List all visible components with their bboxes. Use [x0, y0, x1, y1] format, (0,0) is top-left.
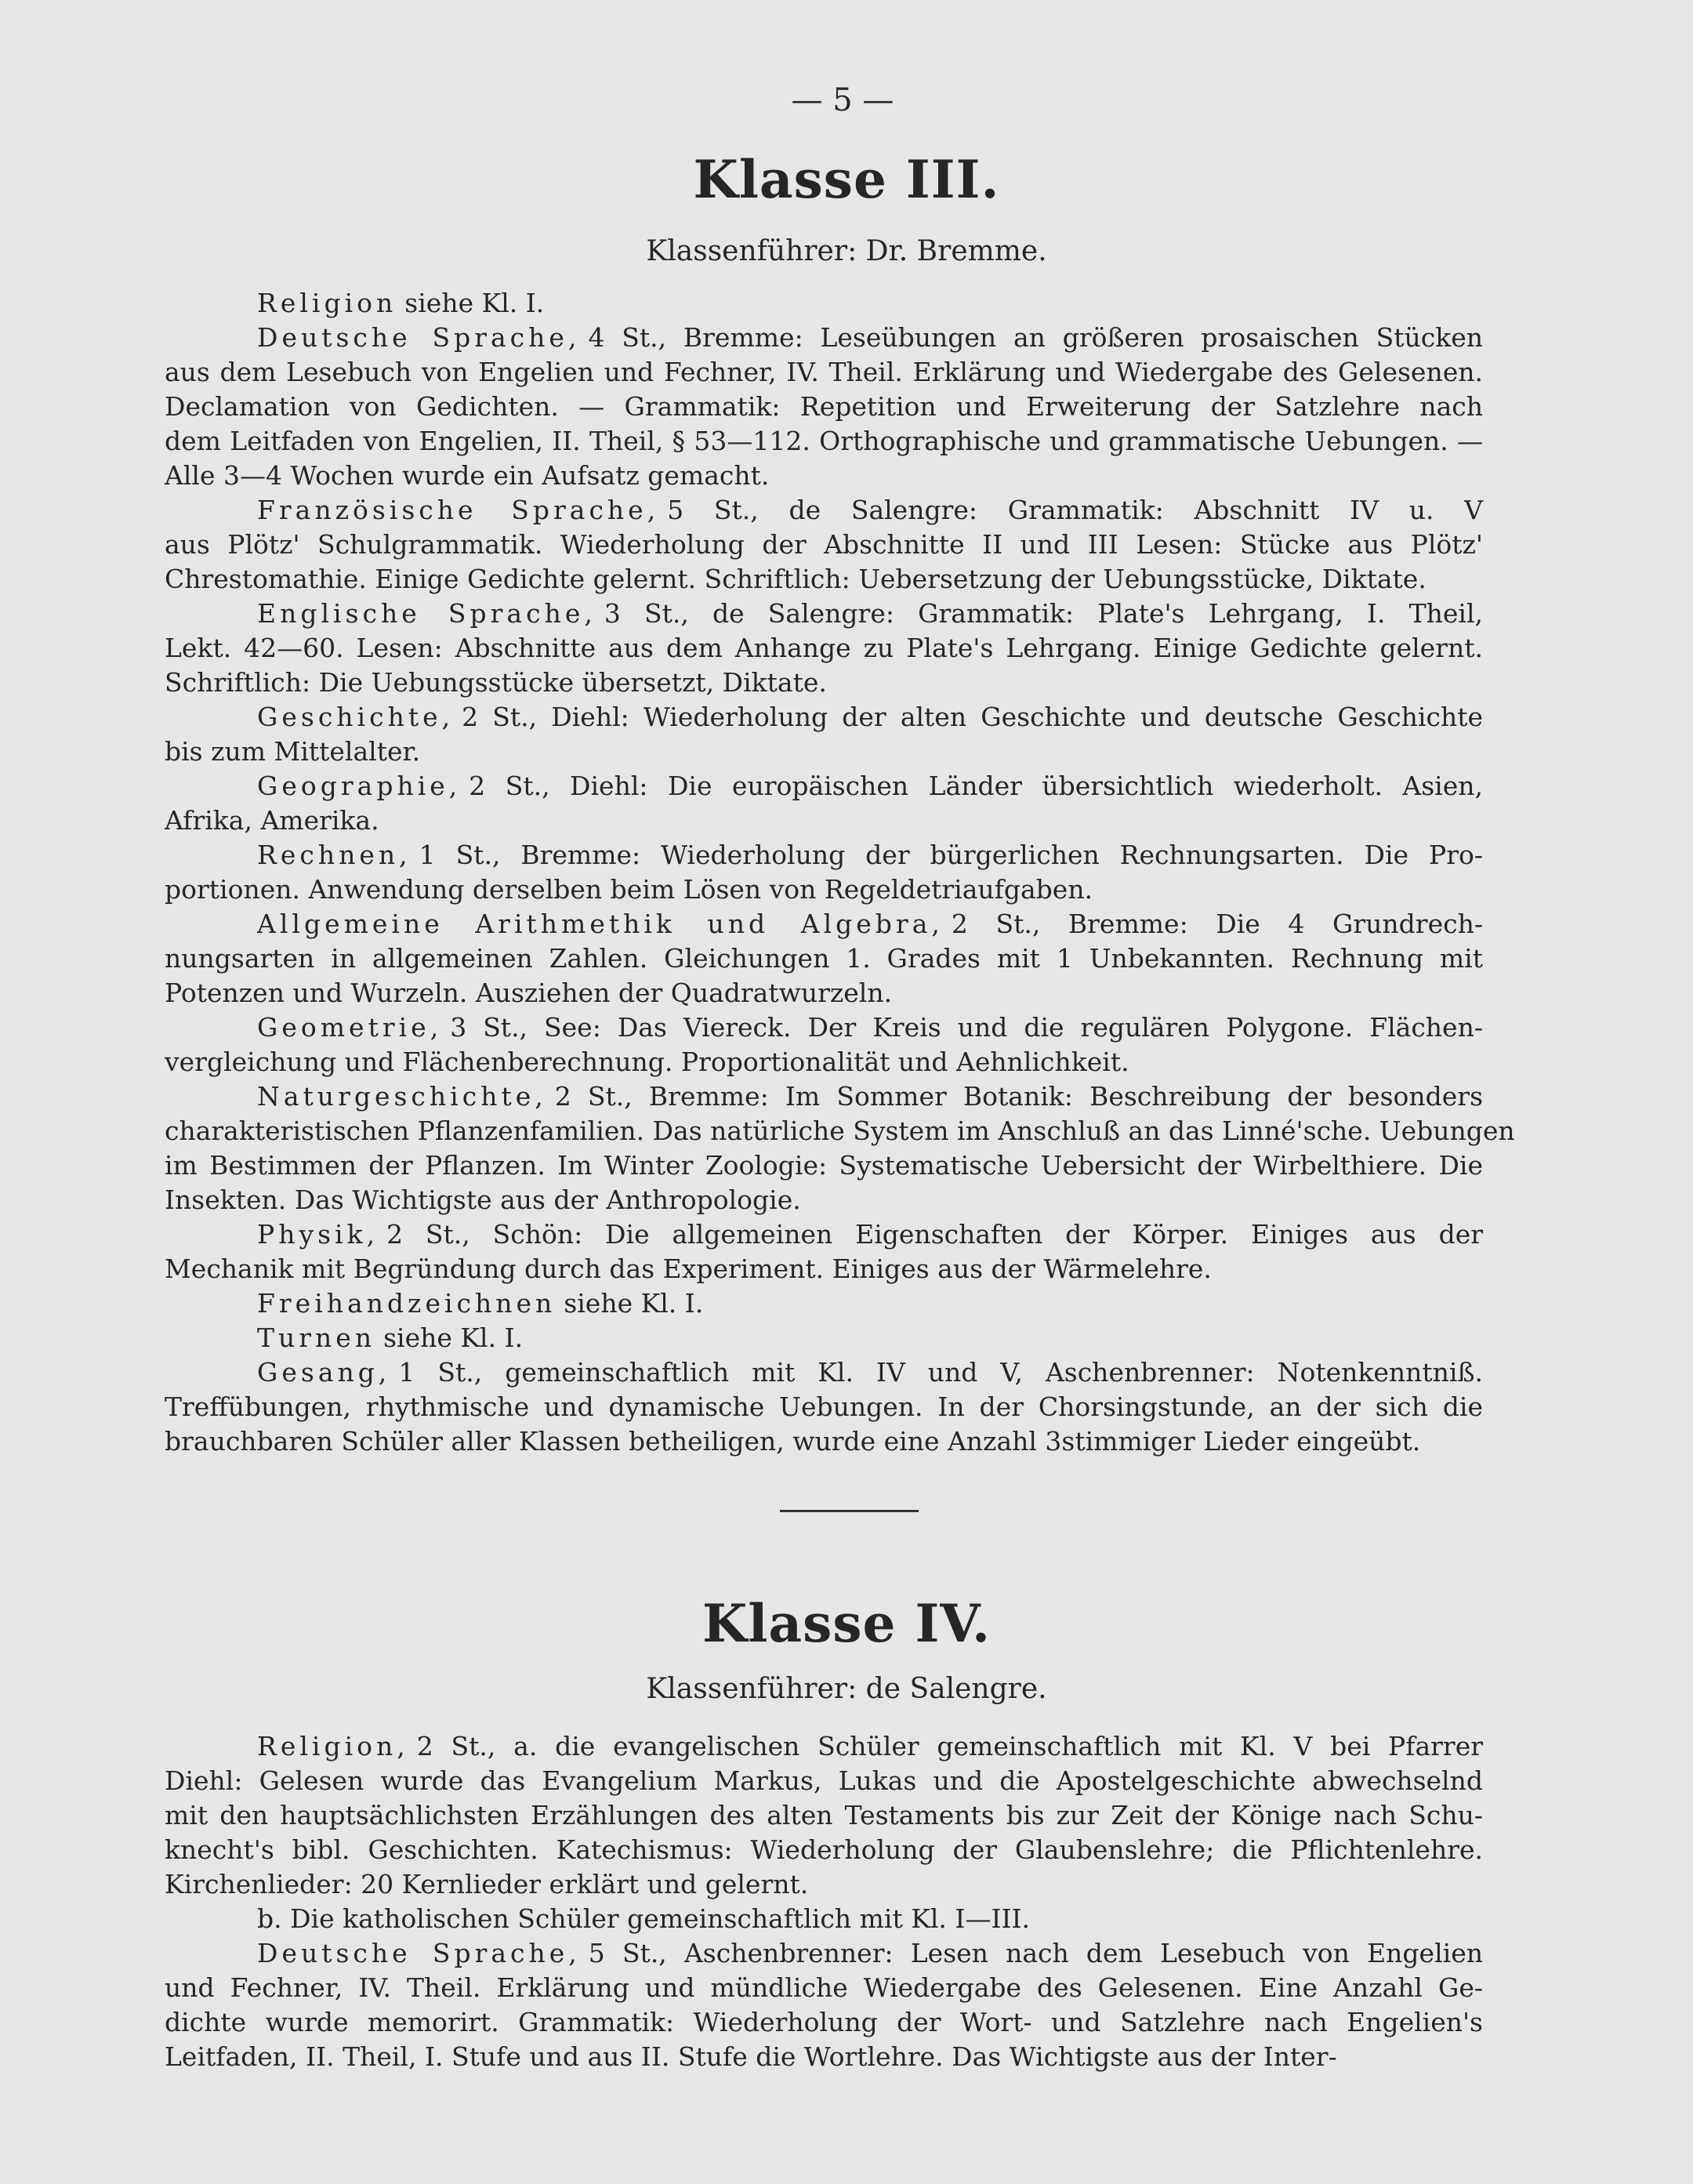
text-line [165, 321, 1483, 355]
subject-paragraph [165, 1010, 1483, 1079]
subject-name: Turnen [257, 1322, 376, 1353]
section-body-klasse-iv [165, 1729, 1483, 2074]
subject-name: Naturgeschichte, [257, 1081, 547, 1112]
line-text: 2 St., Bremme: Im Sommer Botanik: Beschreibung der besonders [554, 1081, 1483, 1112]
text-line [165, 424, 1483, 459]
line-text: brauchbaren Schüler aller Klassen betheiligen, wurde eine Anzahl 3stimmiger Lieder eingeübt. [165, 1426, 1421, 1457]
text-line [165, 631, 1483, 666]
subject-paragraph [165, 907, 1483, 1010]
text-line [165, 907, 1483, 941]
line-text: Lekt. 42—60. Lesen: Abschnitte aus dem Anhange zu Plate's Lehrgang. Einige Gedichte gelernt. [165, 633, 1483, 663]
line-text: dem Leitfaden von Engelien, II. Theil, § 53—112. Orthographische und grammatische Uebungen. — [165, 426, 1483, 456]
line-text: Declamation von Gedichten. — Grammatik: Repetition und Erweiterung der Satzlehre nach [165, 391, 1483, 422]
text-line [165, 528, 1483, 562]
text-line [165, 1321, 1483, 1355]
section-title-klasse-iii: Klasse III. [693, 149, 1000, 210]
text-line [165, 1798, 1483, 1833]
text-line [165, 562, 1483, 597]
line-text: Leitfaden, II. Theil, I. Stufe und aus II. Stufe die Wortlehre. Das Wichtigste aus der Inter- [165, 2041, 1337, 2072]
line-text: Potenzen und Wurzeln. Ausziehen der Quadratwurzeln. [165, 978, 893, 1008]
text-line [165, 2005, 1483, 2040]
text-line [165, 1079, 1483, 1114]
line-text: charakteristischen Pflanzenfamilien. Das natürliche System im Anschluß an das Linné'sche. Uebungen [165, 1116, 1515, 1146]
subject-name: Physik, [257, 1219, 379, 1250]
line-text: Diehl: Gelesen wurde das Evangelium Markus, Lukas und die Apostelgeschichte abwechselnd [165, 1765, 1483, 1796]
line-text: dichte wurde memorirt. Grammatik: Wiederholung der Wort- und Satzlehre nach Engelien's [165, 2007, 1483, 2037]
line-text: 2 St., Bremme: Die 4 Grundrech- [951, 909, 1483, 939]
text-line [165, 1971, 1483, 2005]
text-line [165, 1902, 1483, 1936]
subject-name: Geographie, [257, 771, 462, 801]
subject-paragraph [165, 1079, 1515, 1217]
subject-name: Englische Sprache, [257, 598, 596, 629]
subject-name: Gesang, [257, 1357, 391, 1388]
line-text: Afrika, Amerika. [165, 805, 379, 836]
text-line [165, 1286, 1483, 1321]
text-line [165, 1424, 1483, 1459]
text-line [165, 873, 1483, 907]
text-line [165, 769, 1483, 804]
line-text: aus dem Lesebuch von Engelien und Fechner, IV. Theil. Erklärung und Wiedergabe des Gelesenen. [165, 357, 1483, 387]
section-body-klasse-iii [165, 286, 1515, 1459]
text-line [165, 1867, 1483, 1902]
subject-paragraph [165, 1902, 1483, 1936]
subject-paragraph [165, 700, 1483, 769]
line-text: 2 St., Diehl: Die europäischen Länder übersichtlich wiederholt. Asien, [469, 771, 1483, 801]
text-line [165, 1729, 1483, 1764]
text-line [165, 1148, 1483, 1183]
line-text: 2 St., Schön: Die allgemeinen Eigenschaften der Körper. Einiges aus der [386, 1219, 1483, 1250]
subject-name: Geschichte, [257, 702, 455, 732]
text-line [165, 1114, 1515, 1148]
text-line [165, 941, 1483, 976]
text-line [165, 1833, 1483, 1867]
line-text: 3 St., de Salengre: Grammatik: Plate's Lehrgang, I. Theil, [604, 598, 1483, 629]
line-text: Insekten. Das Wichtigste aus der Anthropologie. [165, 1185, 801, 1215]
line-text: 2 St., a. die evangelischen Schüler gemeinschaftlich mit Kl. V bei Pfarrer [416, 1731, 1483, 1761]
line-text: 5 St., Aschenbrenner: Lesen nach dem Lesebuch von Engelien [588, 1938, 1483, 1968]
subject-name: Deutsche Sprache, [257, 1938, 581, 1968]
text-line [165, 1390, 1483, 1424]
line-text: 2 St., Diehl: Wiederholung der alten Geschichte und deutsche Geschichte [462, 702, 1483, 732]
text-line [165, 976, 1483, 1010]
line-text: im Bestimmen der Pflanzen. Im Winter Zoologie: Systematische Uebersicht der Wirbelthiere. Die [165, 1150, 1483, 1181]
subject-paragraph [165, 493, 1483, 597]
subject-paragraph [165, 1936, 1483, 2074]
subject-name: Geometrie, [257, 1012, 443, 1043]
text-line [165, 1010, 1483, 1045]
text-line [165, 1936, 1483, 1971]
line-text: Kirchenlieder: 20 Kernlieder erklärt und gelernt. [165, 1869, 809, 1899]
class-leader-klasse-iii: Klassenführer: Dr. Bremme. [646, 235, 1047, 267]
line-text: bis zum Mittelalter. [165, 736, 421, 767]
line-text: 4 St., Bremme: Leseübungen an größeren prosaischen Stücken [588, 322, 1483, 353]
text-line [165, 1045, 1483, 1079]
subject-paragraph [165, 286, 1483, 321]
line-text: nungsarten in allgemeinen Zahlen. Gleichungen 1. Grades mit 1 Unbekannten. Rechnung mit [165, 943, 1483, 974]
text-line [165, 459, 1483, 493]
subject-paragraph [165, 769, 1483, 838]
line-text: aus Plötz' Schulgrammatik. Wiederholung der Abschnitte II und III Lesen: Stücke aus Plötz' [165, 529, 1483, 560]
line-text: Schriftlich: Die Uebungsstücke übersetzt, Diktate. [165, 667, 827, 698]
subject-paragraph [165, 1217, 1483, 1286]
class-leader-klasse-iv: Klassenführer: de Salengre. [646, 1673, 1047, 1705]
text-line [165, 735, 1483, 769]
line-text: siehe Kl. I. [404, 288, 545, 318]
section-title-klasse-iv: Klasse IV. [701, 1593, 991, 1654]
subject-name: Allgemeine Arithmethik und Algebra, [257, 909, 944, 939]
text-line [165, 804, 1483, 838]
line-text: Chrestomathie. Einige Gedichte gelernt. Schriftlich: Uebersetzung der Uebungsstücke, Diktate. [165, 564, 1427, 594]
line-text: siehe Kl. I. [383, 1322, 524, 1353]
line-text: Treffübungen, rhythmische und dynamische Uebungen. In der Chorsingstunde, an der sich die [165, 1391, 1483, 1422]
subject-name: Religion [257, 288, 397, 318]
subject-paragraph [165, 597, 1483, 700]
text-line [165, 666, 1483, 700]
subject-name: Französische Sprache, [257, 495, 660, 525]
text-line [165, 1183, 1483, 1217]
line-text: Alle 3—4 Wochen wurde ein Aufsatz gemacht. [165, 460, 770, 491]
line-text: knecht's bibl. Geschichten. Katechismus: Wiederholung der Glaubenslehre; die Pflichtenlehre. [165, 1834, 1483, 1865]
line-text: Mechanik mit Begründung durch das Experiment. Einiges aus der Wärmelehre. [165, 1253, 1212, 1284]
page-number: — 5 — [791, 82, 894, 118]
line-text: vergleichung und Flächenberechnung. Proportionalität und Aehnlichkeit. [165, 1047, 1129, 1077]
subject-paragraph [165, 1729, 1483, 1902]
subject-paragraph [165, 1286, 1483, 1321]
line-text: und Fechner, IV. Theil. Erklärung und mündliche Wiedergabe des Gelesenen. Eine Anzahl Ge- [165, 1972, 1483, 2003]
subject-paragraph [165, 1355, 1483, 1459]
line-text: b. Die katholischen Schüler gemeinschaftlich mit Kl. I—III. [257, 1903, 1031, 1934]
line-text: siehe Kl. I. [564, 1288, 704, 1319]
subject-paragraph [165, 321, 1483, 493]
text-line [165, 1355, 1483, 1390]
line-text: 5 St., de Salengre: Grammatik: Abschnitt IV u. V [667, 495, 1484, 525]
subject-name: Freihandzeichnen [257, 1288, 556, 1319]
text-line [165, 1764, 1483, 1798]
subject-name: Religion, [257, 1731, 409, 1761]
text-line [165, 355, 1483, 390]
text-line [165, 1252, 1483, 1286]
text-line [165, 700, 1483, 735]
text-line [165, 493, 1483, 528]
line-text: 3 St., See: Das Viereck. Der Kreis und die regulären Polygone. Flächen- [450, 1012, 1483, 1043]
subject-name: Deutsche Sprache, [257, 322, 581, 353]
subject-paragraph [165, 1321, 1483, 1355]
subject-name: Rechnen, [257, 840, 411, 870]
line-text: 1 St., gemeinschaftlich mit Kl. IV und V, Aschenbrenner: Notenkenntniß. [398, 1357, 1483, 1388]
text-line [165, 390, 1483, 424]
text-line [165, 838, 1483, 873]
text-line [165, 2040, 1483, 2074]
section-divider [780, 1510, 919, 1512]
line-text: mit den hauptsächlichsten Erzählungen des alten Testaments bis zur Zeit der Könige nach Schu- [165, 1800, 1483, 1830]
text-line [165, 1217, 1483, 1252]
line-text: portionen. Anwendung derselben beim Lösen von Regeldetriaufgaben. [165, 874, 1093, 905]
line-text: 1 St., Bremme: Wiederholung der bürgerlichen Rechnungsarten. Die Pro- [419, 840, 1483, 870]
text-line [165, 597, 1483, 631]
text-line [165, 286, 1483, 321]
subject-paragraph [165, 838, 1483, 907]
